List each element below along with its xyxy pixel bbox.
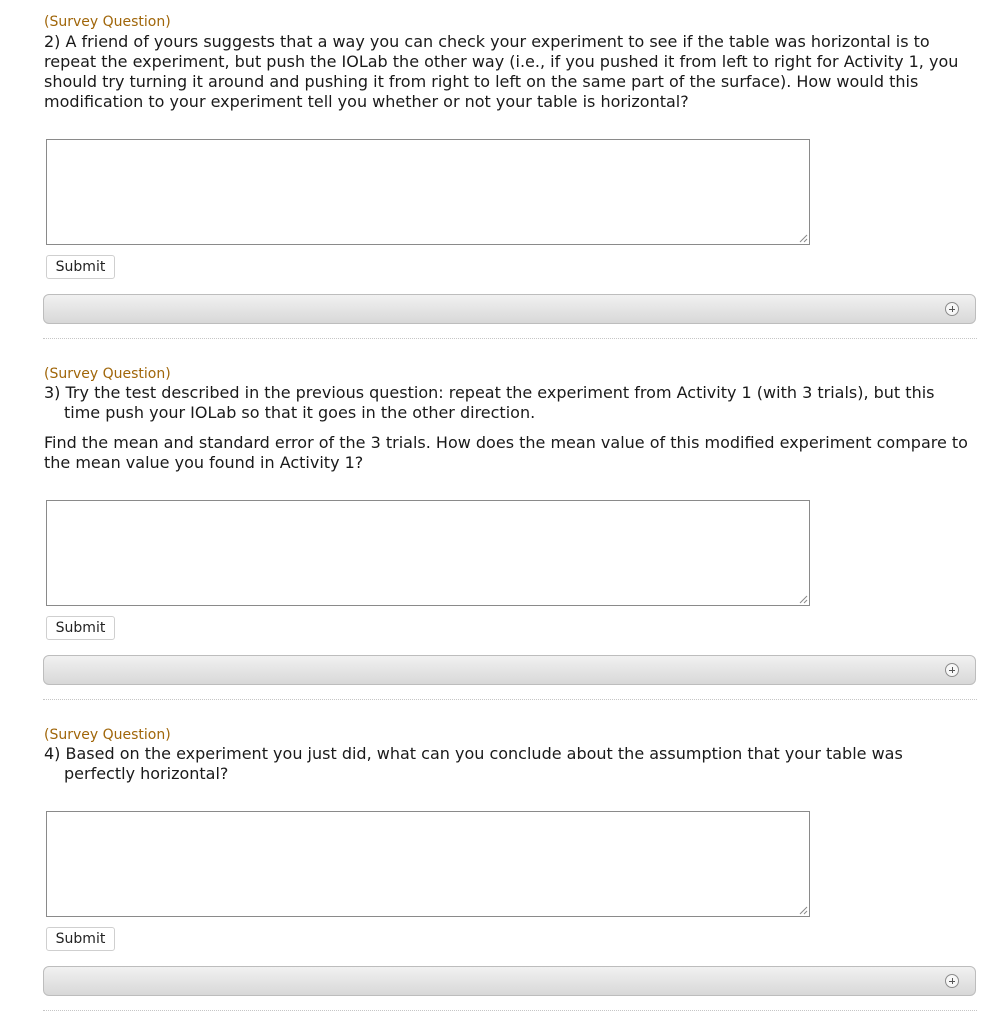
answer-textarea[interactable]	[46, 139, 810, 245]
plus-circle-icon[interactable]	[945, 663, 959, 677]
submit-button[interactable]: Submit	[46, 616, 115, 640]
feedback-accordion[interactable]	[43, 966, 976, 996]
question-text-followup: Find the mean and standard error of the 3 trials. How does the mean value of this modified experiment compare to the mean value you found in Activity 1?	[44, 433, 968, 472]
feedback-accordion[interactable]	[43, 294, 976, 324]
question-type-label: (Survey Question)	[44, 366, 171, 382]
question-text: 3) Try the test described in the previous question: repeat the experiment from Activity 1 (with 3 trials), but this time push your IOLab so that it goes in the other direction.	[44, 383, 935, 422]
question-text: 2) A friend of yours suggests that a way you can check your experiment to see if the table was horizontal is to repeat the experiment, but push the IOLab the other way (i.e., if you pushed it from left to right for Activity 1, you should try turning it around and pushing it from right to left on the same part of the surface). How would this modification to your experiment tell you whether or not your table is horizontal?	[44, 32, 959, 111]
plus-circle-icon[interactable]	[945, 302, 959, 316]
answer-textarea[interactable]	[46, 500, 810, 606]
section-divider	[43, 1010, 977, 1011]
submit-button[interactable]: Submit	[46, 255, 115, 279]
question-text: 4) Based on the experiment you just did, what can you conclude about the assumption that your table was perfectly horizontal?	[44, 744, 903, 783]
question-type-label: (Survey Question)	[44, 14, 171, 30]
answer-textarea[interactable]	[46, 811, 810, 917]
plus-circle-icon[interactable]	[945, 974, 959, 988]
question-type-label: (Survey Question)	[44, 727, 171, 743]
submit-button[interactable]: Submit	[46, 927, 115, 951]
feedback-accordion[interactable]	[43, 655, 976, 685]
section-divider	[43, 699, 977, 700]
section-divider	[43, 338, 977, 339]
